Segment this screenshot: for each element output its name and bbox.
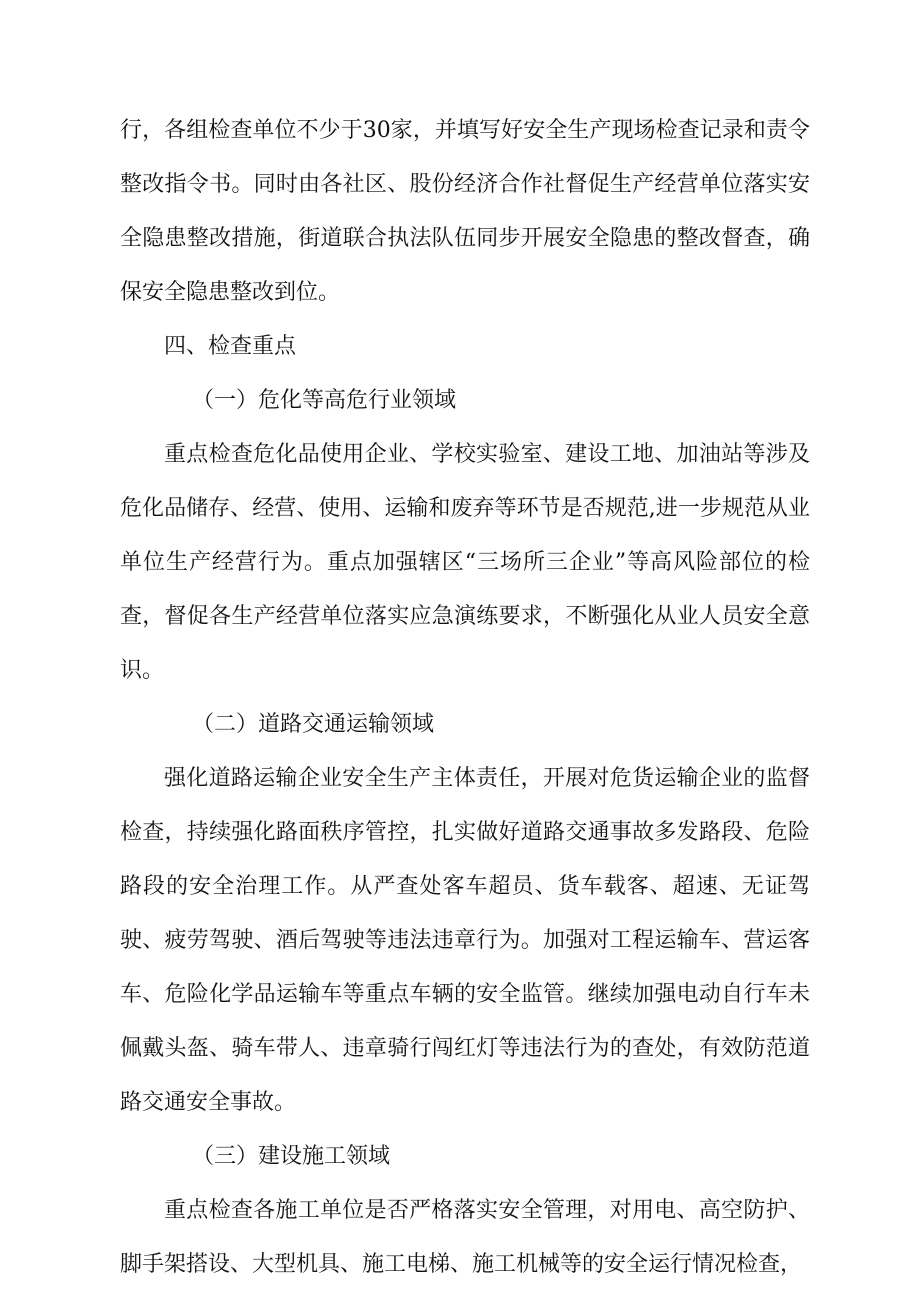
paragraph-construction: 重点检查各施工单位是否严格落实安全管理，对用电、高空防护、脚手架搭设、大型机具、施工电梯、施工机械等的安全运行情况检查，: [120, 1198, 810, 1277]
paragraph-road-traffic: 强化道路运输企业安全生产主体责任，开展对危货运输企业的监督检查，持续强化路面秩序管控，扎实做好道路交通事故多发路段、危险路段的安全治理工作。从严查处客车超员、货车载客、超速、无证驾驶、疲劳驾驶、酒后驾驶等违法违章行为。加强对工程运输车、营运客车、危险化学品运输车等重点车辆的安全监管。继续加强电动自行车未佩戴头盔、骑车带人、违章骑行闯红灯等违法行为的查处，有效防范道路交通安全事故。: [120, 766, 810, 1115]
section-heading-inspection-focus: 四、检查重点: [164, 334, 297, 359]
document-body: [120, 104, 810, 1292]
subheading-construction: （三）建设施工领域: [192, 1144, 391, 1169]
paragraph-inspection-continuation: 行，各组检查单位不少于30家，并填写好安全生产现场检查记录和责令整改指令书。同时由各社区、股份经济合作社督促生产经营单位落实安全隐患整改措施，街道联合执法队伍同步开展安全隐患的整改督查，确保安全隐患整改到位。: [120, 118, 810, 305]
subheading-road-traffic: （二）道路交通运输领域: [192, 712, 435, 737]
subheading-hazardous-chemicals: （一）危化等高危行业领域: [192, 388, 457, 413]
paragraph-hazardous-chemicals: 重点检查危化品使用企业、学校实验室、建设工地、加油站等涉及危化品储存、经营、使用、运输和废弃等环节是否规范,进一步规范从业单位生产经营行为。重点加强辖区“三场所三企业”等高风险部位的检查，督促各生产经营单位落实应急演练要求，不断强化从业人员安全意识。: [120, 442, 810, 683]
